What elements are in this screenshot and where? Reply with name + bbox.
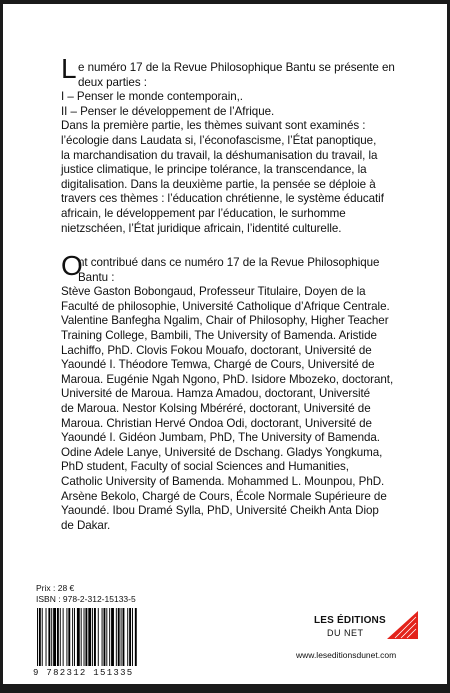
barcode-bar — [42, 608, 43, 666]
barcode-bar — [118, 608, 120, 666]
barcode-bar — [72, 608, 73, 666]
contributors-dropcap: O — [61, 250, 83, 281]
barcode-bar — [94, 608, 96, 666]
barcode-bar — [68, 608, 70, 666]
text-line: l’écologie dans Laudata si, l’éconofascisme, l’État panoptique, — [61, 133, 377, 147]
barcode-bar — [66, 608, 67, 666]
text-line: Training College, Bambili, The University of Bamenda. Aristide — [61, 328, 377, 342]
barcode-bar — [132, 608, 133, 666]
barcode-bar — [39, 608, 41, 666]
text-line: Faculté de philosophie, Université Catholique d’Afrique Centrale. — [61, 299, 390, 313]
text-line: Yaoundé I. Gidéon Jumbam, PhD, The University of Bamenda. — [61, 431, 380, 445]
text-line: Lachiffo, PhD. Clovis Fokou Mouafo, doctorant, Université de — [61, 343, 372, 357]
barcode-bar — [116, 608, 117, 666]
text-line: Bantu : — [78, 270, 115, 284]
back-cover — [3, 4, 447, 684]
text-line: Université de Maroua. Hamza Amadou, doctorant, Université — [61, 387, 371, 401]
barcode-bar — [106, 608, 107, 666]
publisher-logo-icon — [385, 610, 419, 640]
text-line: nietzschéen, l’État juridique africain, l’identité culturelle. — [61, 221, 342, 235]
intro-dropcap: L — [61, 53, 77, 84]
text-line: de Dakar. — [61, 518, 111, 532]
barcode — [33, 608, 193, 670]
text-line: Yaoundé I. Théodore Temwa, Chargé de Cours, Université de — [61, 358, 375, 372]
barcode-bar — [37, 608, 38, 666]
text-line: II – Penser le développement de l’Afrique. — [61, 104, 275, 118]
barcode-bar — [121, 608, 122, 666]
text-line: Valentine Banfegha Ngalim, Chair of Philosophy, Higher Teacher — [61, 314, 389, 328]
publisher-url: www.leseditionsdunet.com — [296, 650, 397, 660]
barcode-bar — [111, 608, 114, 666]
text-line: Arsène Bekolo, Chargé de Cours, École Normale Supérieure de — [61, 489, 387, 503]
intro-paragraph — [61, 61, 396, 236]
text-line: Maroua. Christian Hervé Ondoa Odi, doctorant, Université de — [61, 416, 372, 430]
barcode-bar — [102, 608, 103, 666]
text-line: africain, le développement par l’éducation, le surhomme — [61, 206, 346, 220]
barcode-bar — [135, 608, 137, 666]
barcode-bar — [51, 608, 52, 666]
text-line: deux parties : — [78, 75, 147, 89]
barcode-bar — [81, 608, 82, 666]
barcode-bar — [104, 608, 106, 666]
price-label: Prix : 28 € — [36, 583, 75, 593]
publisher-name-sub: DU NET — [327, 628, 364, 638]
text-line: travers ces thèmes : l’éducation chrétienne, le système éducatif — [61, 192, 384, 206]
barcode-bar — [123, 608, 125, 666]
text-line: PhD student, Faculty of social Sciences and Humanities, — [61, 460, 349, 474]
barcode-bar — [88, 608, 91, 666]
barcode-bar — [77, 608, 80, 666]
text-line: I – Penser le monde contemporain,. — [61, 90, 243, 104]
text-line: Yaoundé. Ibou Dramé Sylla, PhD, Université Cheikh Anta Diop — [61, 504, 379, 518]
isbn-label: ISBN : 978-2-312-15133-5 — [36, 594, 136, 604]
barcode-bar — [57, 608, 59, 666]
text-line: digitalisation. Dans la deuxième partie, la pensée se déploie à — [61, 177, 376, 191]
text-line: e numéro 17 de la Revue Philosophique Bantu se présente en — [78, 61, 395, 74]
barcode-bar — [127, 608, 128, 666]
text-line: la marchandisation du travail, la déshumanisation du travail, la — [61, 148, 378, 162]
barcode-bars — [33, 608, 193, 668]
barcode-bar — [46, 608, 47, 666]
text-line: nt contribué dans ce numéro 17 de la Revue Philosophique — [78, 256, 380, 269]
price-isbn-block — [36, 583, 136, 605]
barcode-bar — [109, 608, 110, 666]
barcode-bar — [84, 608, 85, 666]
text-line: de Maroua. Nestor Kolsing Mbéréré, doctorant, Université de — [61, 401, 371, 415]
barcode-bar — [74, 608, 75, 666]
text-line: Maroua. Eugénie Ngah Ngono, PhD. Isidore Mbozeko, doctorant, — [61, 372, 394, 386]
barcode-bar — [85, 608, 87, 666]
text-line: Odine Adele Lanye, Université de Dschang. Gladys Yongkuma, — [61, 445, 383, 459]
barcode-digits: 9 782312 151335 — [33, 668, 134, 678]
publisher-name: LES ÉDITIONS — [314, 615, 386, 626]
barcode-bar — [98, 608, 99, 666]
barcode-bar — [48, 608, 50, 666]
text-line: justice climatique, le principe tolérance, la transcendance, la — [61, 163, 367, 177]
text-line: Dans la première partie, les thèmes suivant sont examinés : — [61, 119, 366, 133]
barcode-bar — [92, 608, 93, 666]
contributors-paragraph — [61, 256, 396, 533]
text-line: Catholic University of Bamenda. Mohammed L. Mounpou, PhD. — [61, 474, 385, 488]
barcode-bar — [63, 608, 64, 666]
barcode-bar — [53, 608, 56, 666]
barcode-bar — [129, 608, 131, 666]
text-line: Stève Gaston Bobongaud, Professeur Titulaire, Doyen de la — [61, 285, 366, 299]
barcode-bar — [60, 608, 61, 666]
